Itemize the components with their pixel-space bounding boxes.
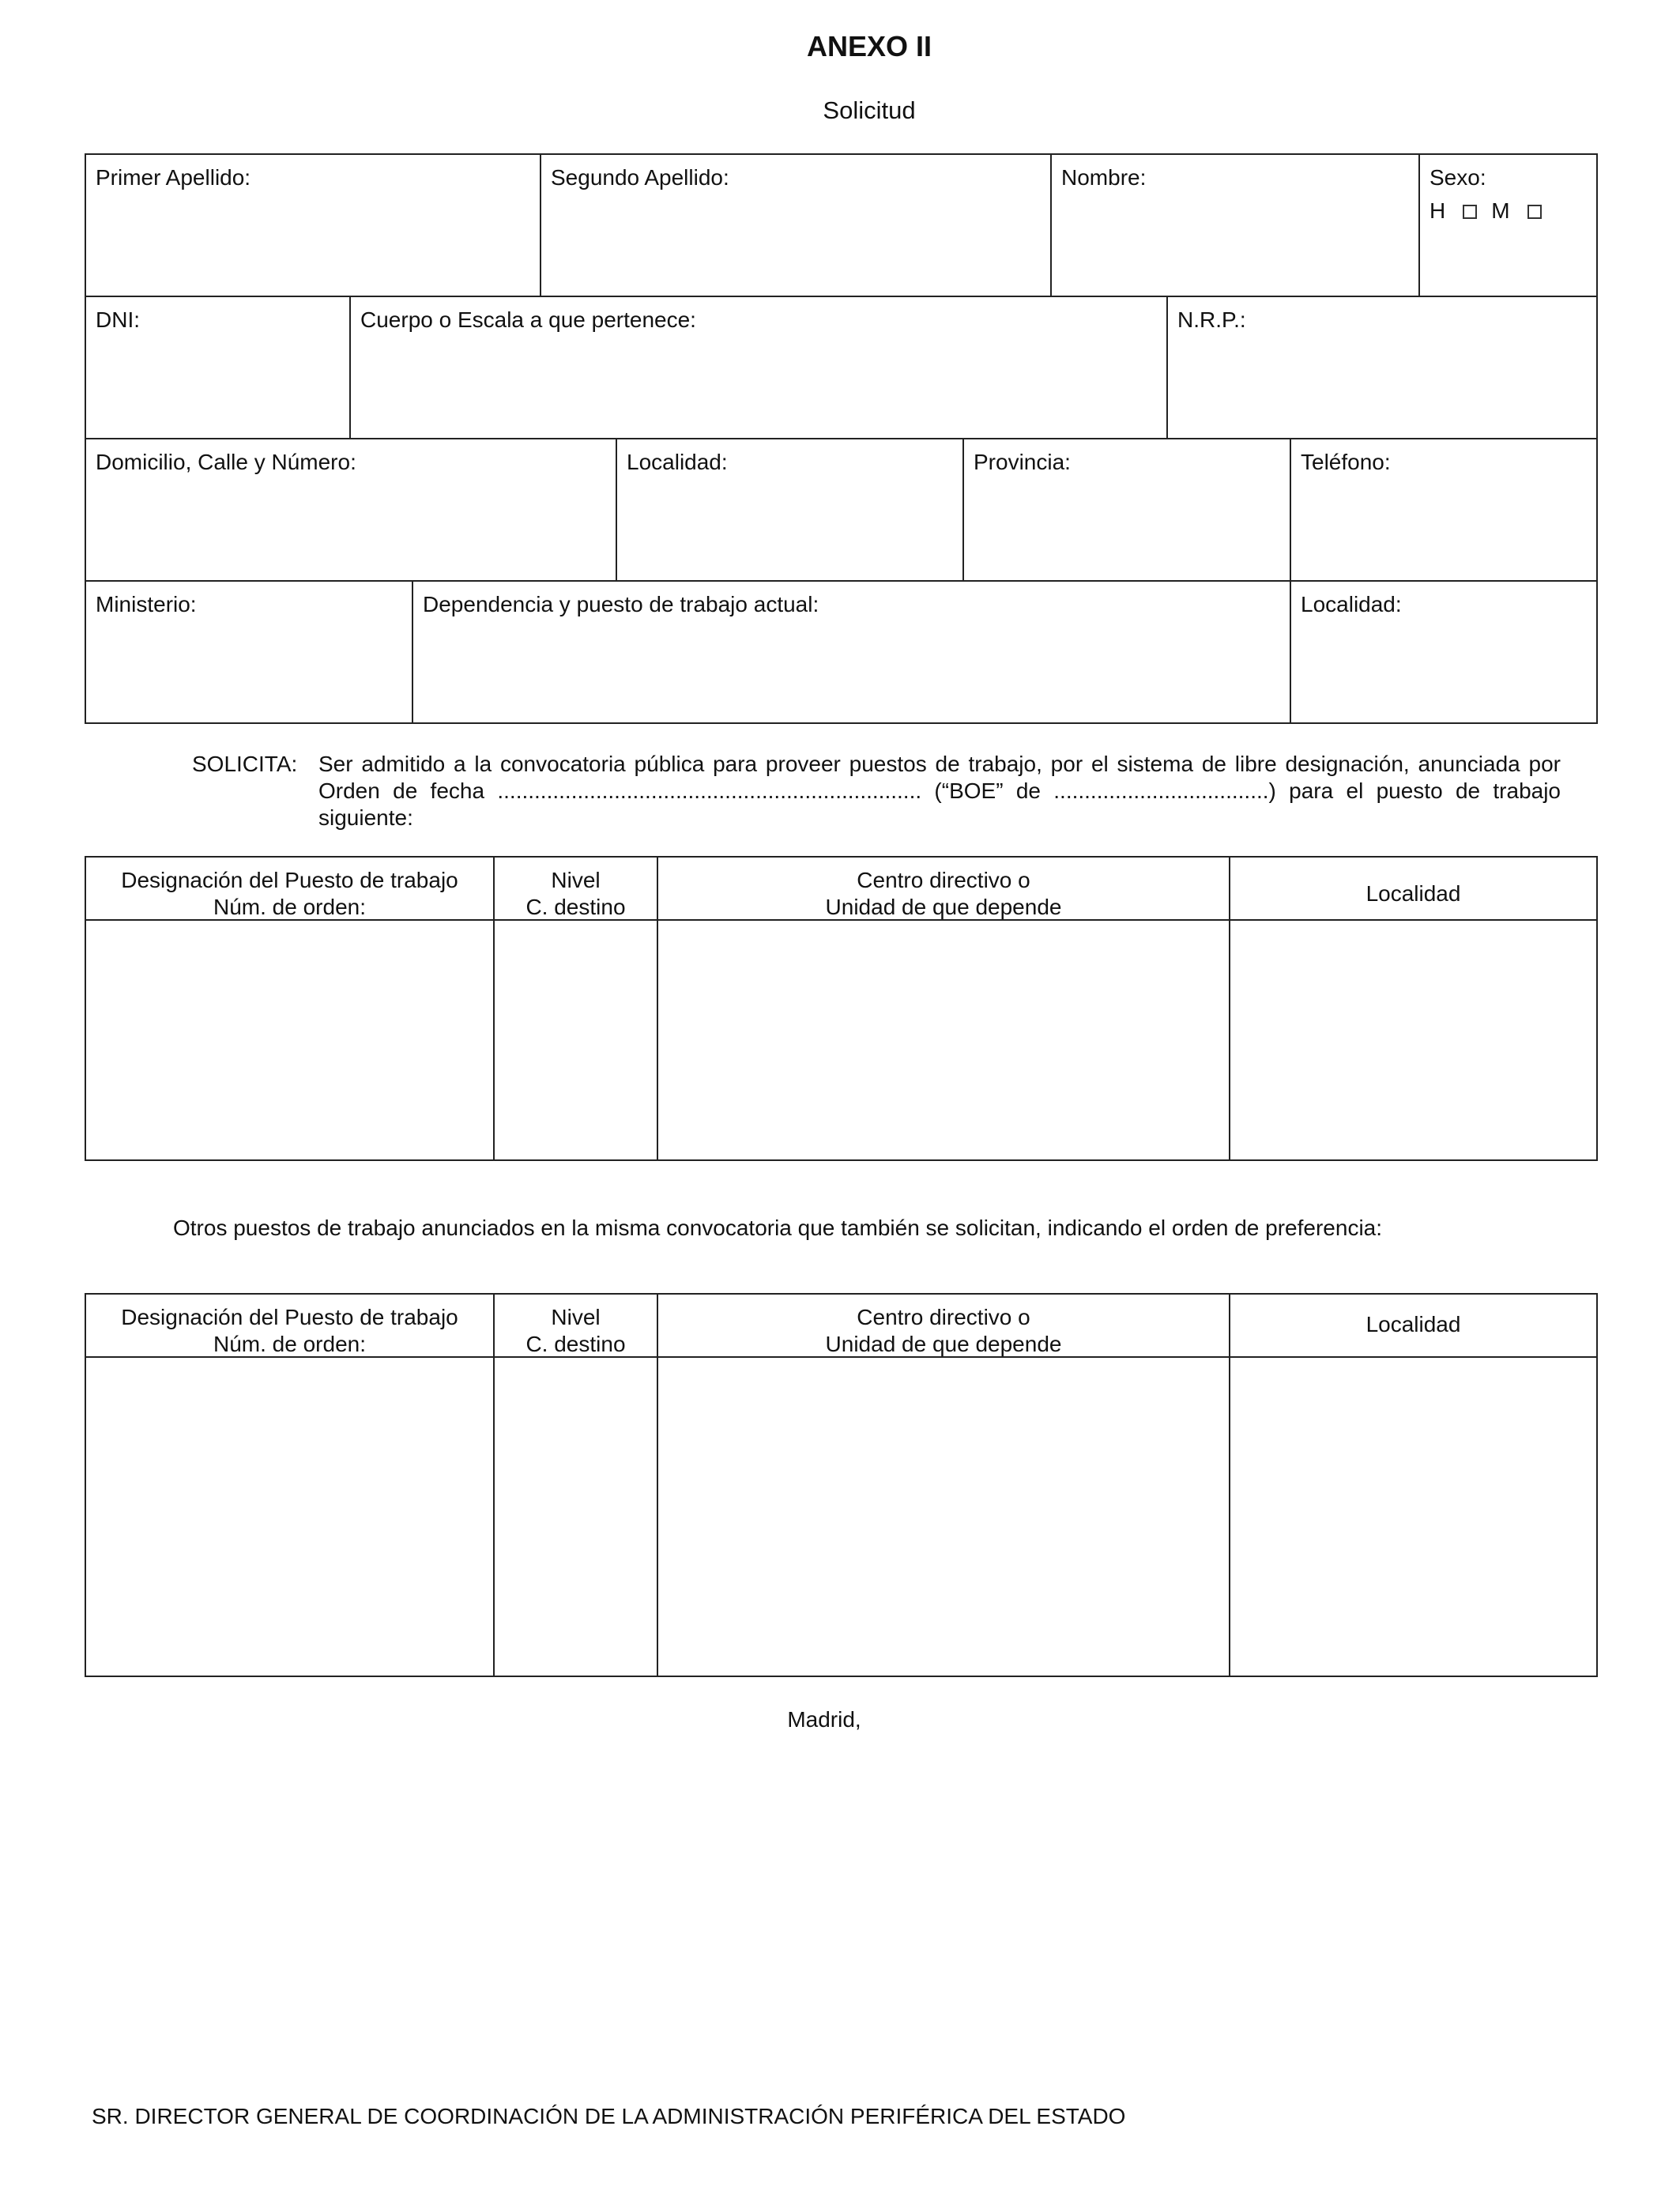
- sexo-field: [1420, 155, 1596, 296]
- nrp-field[interactable]: [1168, 297, 1596, 438]
- dependencia-label: Dependencia y puesto de trabajo actual:: [423, 592, 819, 616]
- table-row[interactable]: [86, 1358, 1596, 1676]
- header-nivel: Nivel C. destino: [525, 868, 626, 920]
- dni-label: DNI:: [96, 307, 140, 332]
- sexo-m-checkbox[interactable]: [1527, 205, 1542, 219]
- provincia-field[interactable]: [964, 439, 1290, 580]
- telefono-label: Teléfono:: [1301, 450, 1391, 474]
- localidad-label: Localidad:: [627, 450, 728, 474]
- domicilio-label: Domicilio, Calle y Número:: [96, 450, 356, 474]
- otros-puestos-text: Otros puestos de trabajo anunciados en la misma convocatoria que también se solicitan, indicando el orden de preferencia:: [173, 1216, 1383, 1240]
- localidad-actual-field[interactable]: [1291, 582, 1596, 722]
- solicita-label: SOLICITA:: [192, 752, 298, 776]
- document-title: ANEXO II: [806, 30, 932, 62]
- header-centro: Centro directivo o Unidad de que depende: [825, 868, 1062, 920]
- document-subtitle: Solicitud: [823, 96, 916, 124]
- header-centro-2: Centro directivo o Unidad de que depende: [825, 1305, 1062, 1357]
- solicita-text: Ser admitido a la convocatoria pública para proveer puestos de trabajo, por el sistema de libre designación, anunciada por Orden de fecha ..................................................................... (“BOE” de ...................................) para el puesto de trabajo siguiente:: [318, 752, 1561, 831]
- ministerio-field[interactable]: [86, 582, 412, 722]
- localidad-field[interactable]: [617, 439, 962, 580]
- primer-apellido-field[interactable]: [86, 155, 540, 296]
- header-designacion-2: Designación del Puesto de trabajo Núm. de orden:: [121, 1305, 458, 1357]
- solicita-paragraph: [192, 751, 1561, 831]
- segundo-apellido-label: Segundo Apellido:: [551, 165, 729, 190]
- header-designacion: Designación del Puesto de trabajo Núm. de orden:: [121, 868, 458, 920]
- header-localidad: Localidad: [1365, 881, 1461, 906]
- sexo-h-checkbox[interactable]: [1463, 205, 1477, 219]
- segundo-apellido-field[interactable]: [541, 155, 1050, 296]
- provincia-label: Provincia:: [974, 450, 1071, 474]
- nombre-field[interactable]: [1052, 155, 1418, 296]
- sexo-label: Sexo:: [1430, 165, 1486, 190]
- telefono-field[interactable]: [1291, 439, 1596, 580]
- table-row[interactable]: [86, 921, 1596, 1159]
- cuerpo-label: Cuerpo o Escala a que pertenece:: [360, 307, 696, 332]
- localidad-actual-label: Localidad:: [1301, 592, 1402, 616]
- sexo-m-label: M: [1491, 198, 1510, 223]
- domicilio-field[interactable]: [86, 439, 616, 580]
- sexo-h-label: H: [1430, 198, 1446, 223]
- nombre-label: Nombre:: [1061, 165, 1147, 190]
- header-localidad-2: Localidad: [1365, 1312, 1461, 1336]
- cuerpo-field[interactable]: [351, 297, 1166, 438]
- primer-apellido-label: Primer Apellido:: [96, 165, 251, 190]
- header-nivel-2: Nivel C. destino: [525, 1305, 626, 1357]
- dependencia-field[interactable]: [413, 582, 1290, 722]
- addressee-footer: SR. DIRECTOR GENERAL DE COORDINACIÓN DE LA ADMINISTRACIÓN PERIFÉRICA DEL ESTADO: [92, 2104, 1126, 2128]
- nrp-label: N.R.P.:: [1177, 307, 1246, 332]
- ministerio-label: Ministerio:: [96, 592, 197, 616]
- dni-field[interactable]: [86, 297, 349, 438]
- madrid-date-line: Madrid,: [787, 1707, 861, 1732]
